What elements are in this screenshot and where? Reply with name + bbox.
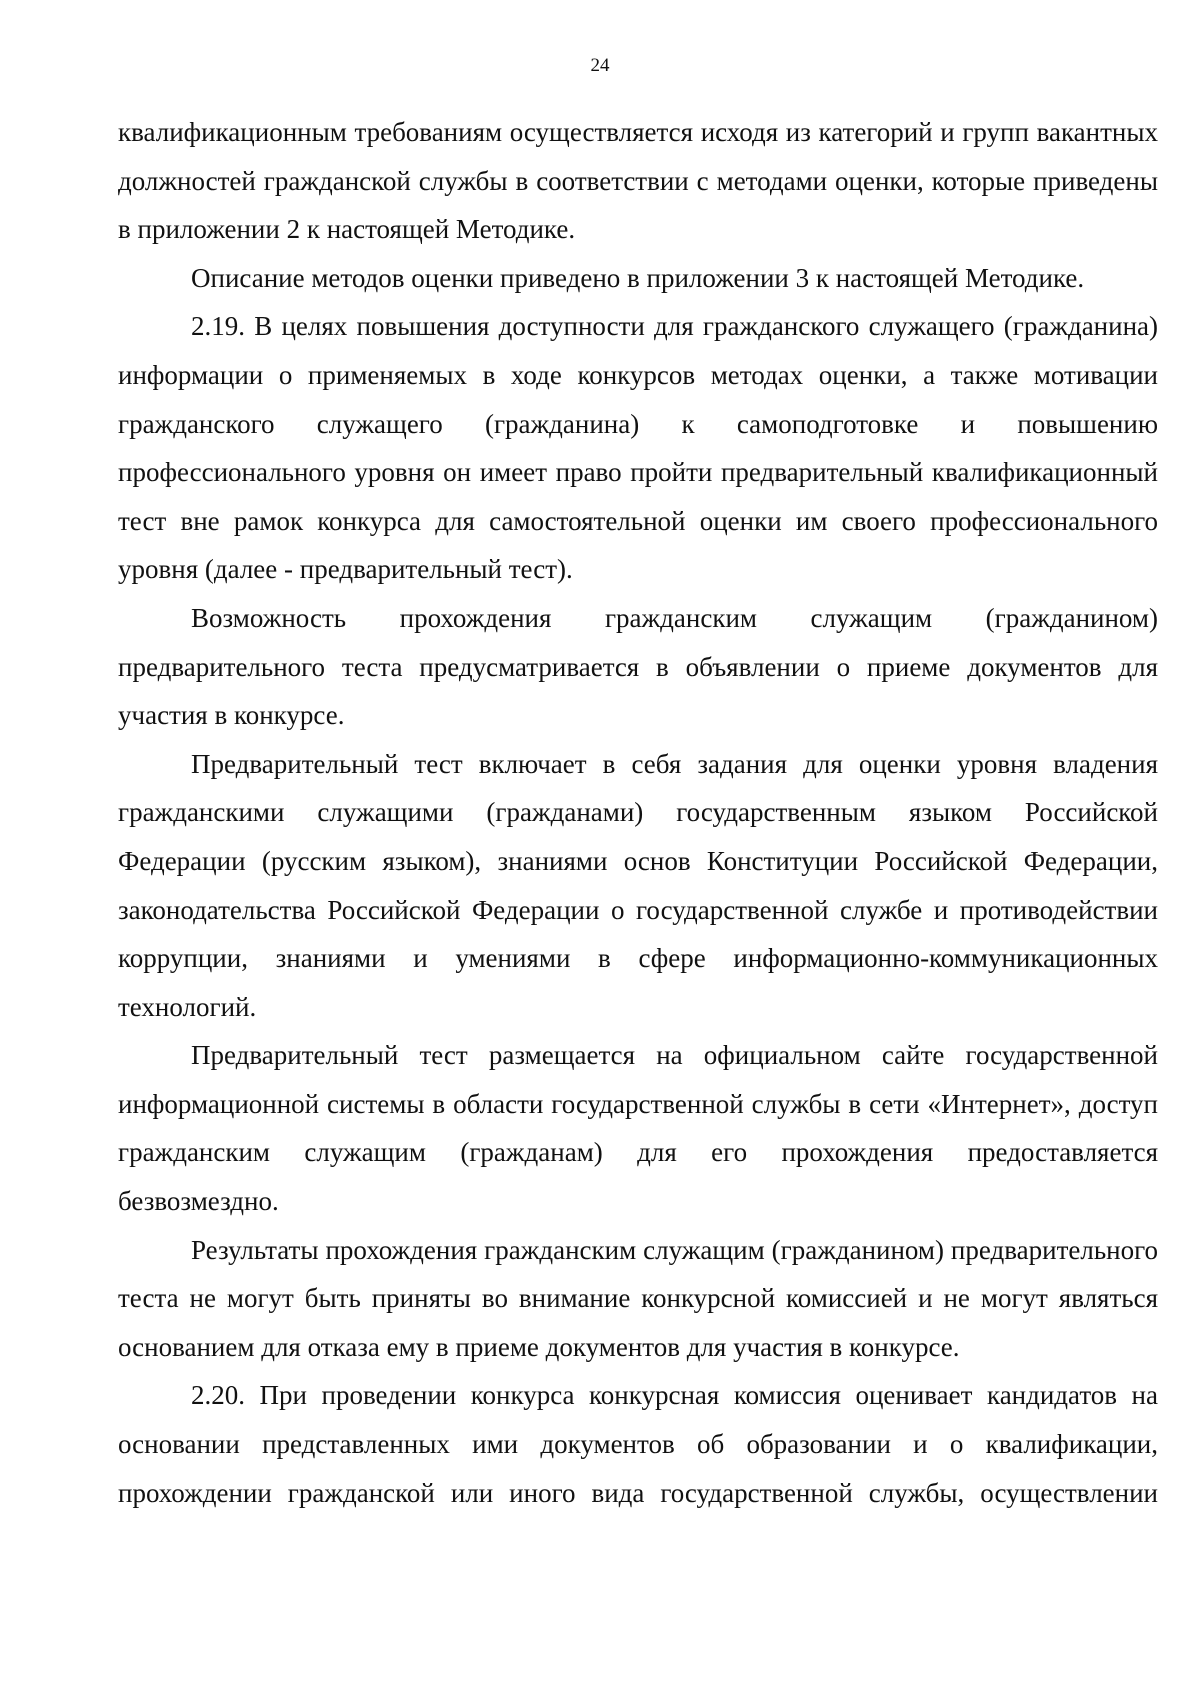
paragraph-2-20: 2.20. При проведении конкурса конкурсная комиссия оценивает кандидатов на основании представленных ими документов об образовании и о квалификации, прохождении гражданской или иного вида государственной службы, осуществлении [118, 1380, 1158, 1508]
paragraph-test-contents: Предварительный тест включает в себя задания для оценки уровня владения гражданскими служащими (гражданами) государственным языком Российской Федерации (русским языком), знаниями основ Конституции Российской Федерации, законодательства Российской Федерации о государственной службе и противодействии коррупции, знаниями и умениями в сфере информационно-коммуникационных технологий. [118, 748, 1158, 1022]
paragraph-test-possibility: Возможность прохождения гражданским служащим (гражданином) предварительного теста предусматривается в объявлении о приеме документов для участия в конкурсе. [118, 602, 1158, 731]
page-number: 24 [590, 55, 610, 76]
body-text [118, 108, 1158, 1517]
paragraph-2-19: 2.19. В целях повышения доступности для гражданского служащего (гражданина) информации о применяемых в ходе конкурсов методах оценки, а также мотивации гражданского служащего (гражданина) к самоподготовке и повышению профессионального уровня он имеет право пройти предварительный квалификационный тест вне рамок конкурса для самостоятельной оценки им своего профессионального уровня (далее - предварительный тест). [118, 311, 1158, 585]
paragraph-continuation: квалификационным требованиям осуществляется исходя из категорий и групп вакантных должностей гражданской службы в соответствии с методами оценки, которые приведены в приложении 2 к настоящей Методике. [118, 117, 1158, 245]
paragraph-methods-description: Описание методов оценки приведено в приложении 3 к настоящей Методике. [191, 262, 1085, 293]
paragraph-test-placement: Предварительный тест размещается на официальном сайте государственной информационной системы в области государственной службы в сети «Интернет», доступ гражданским служащим (гражданам) для его прохождения предоставляется безвозмездно. [118, 1040, 1158, 1217]
paragraph-test-results: Результаты прохождения гражданским служащим (гражданином) предварительного теста не могут быть приняты во внимание конкурсной комиссией и не могут являться основанием для отказа ему в приеме документов для участия в конкурсе. [118, 1234, 1158, 1362]
